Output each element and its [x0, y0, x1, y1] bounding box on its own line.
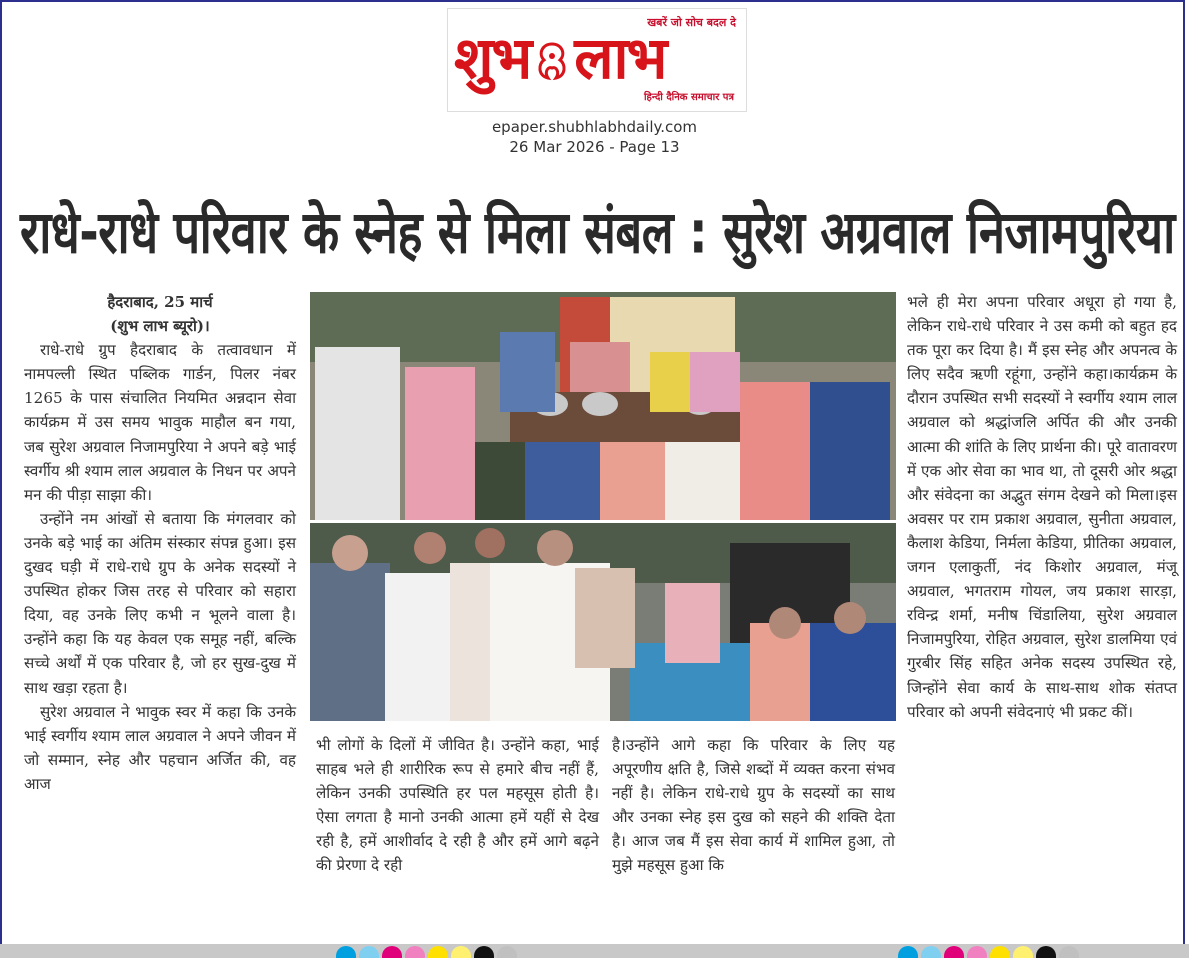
article-paragraph: भी लोगों के दिलों में जीवित है। उन्होंने कहा, भाई साहब भले ही शारीरिक रूप से हमारे बीच नहीं हैं, लेकिन उनकी उपस्थिति हर पल महसूस होती है। ऐसा लगता है मानो उनकी आत्मा हमें यहीं से देख रही है, हमें आशीर्वाद दे रही है और हमें आगे बढ़ने की प्रेरणा दे रही: [316, 736, 599, 875]
article-dateline: हैदराबाद, 25 मार्च: [107, 293, 213, 311]
article-paragraph: सुरेश अग्रवाल ने भावुक स्वर में कहा कि उनके भाई स्वर्गीय श्याम लाल अग्रवाल ने अपने जीवन में जो सम्मान, स्नेह और पहचान अर्जित की, वह आज: [24, 702, 296, 793]
edition-date-page: 26 Mar 2026 - Page 13: [509, 138, 680, 156]
masthead-logo: [447, 8, 747, 112]
event-photo-bottom: [310, 523, 896, 721]
masthead-subtitle: हिन्दी दैनिक समाचार पत्र: [643, 92, 734, 103]
article-paragraph: है।उन्होंने आगे कहा कि परिवार के लिए यह अपूरणीय क्षति है, जिसे शब्दों में व्यक्त करना संभव नहीं है। लेकिन राधे-राधे ग्रुप के सदस्यों का साथ और उनका स्नेह इस दुख को सहने की शक्ति देता है। आज जब मैं इस सेवा कार्य में शामिल हुआ, तो मुझे महसूस हुआ कि: [612, 736, 895, 875]
event-photo-top: [310, 292, 896, 520]
ganesha-icon: [532, 38, 572, 86]
article-paragraph: भले ही मेरा अपना परिवार अधूरा हो गया है, लेकिन राधे-राधे परिवार ने उस कमी को बहुत हद तक पूरा कर दिया है। मैं इस स्नेह और अपनत्व के लिए सदैव ऋणी रहूंगा, उन्होंने कहा।कार्यक्रम के दौरान उपस्थित सभी सदस्यों ने स्वर्गीय श्याम लाल अग्रवाल को श्रद्धांजलि अर्पित की और उनकी आत्मा की शांति के लिए प्रार्थना की। पूरे वातावरण में एक ओर सेवा का भाव था, तो दूसरी ओर श्रद्धा और संवेदना का अद्भुत संगम देखने को मिला।इस अवसर पर राम प्रकाश अग्रवाल, सुनीता अग्रवाल, कैलाश केडिया, निर्मला केडिया, प्रीतिका अग्रवाल, जगन एलाकुर्ती, नंद किशोर अग्रवाल, मंजू अग्रवाल, भगतराम गोयल, जय प्रकाश सारड़ा, रविन्द्र शर्मा, मनीष चिंडालिया, सुरेश अग्रवाल निजामपुरिया, रोहित अग्रवाल, सुरेश डालमिया एवं गुरबीर सिंह सहित अनेक सदस्य उपस्थित रहे, जिन्होंने सेवा कार्य के साथ-साथ शोक संतप्त परिवार को अपनी संवेदनाएं भी प्रकट कीं।: [907, 293, 1177, 721]
registration-bar: [0, 944, 1189, 958]
masthead-title-left: शुभ: [454, 24, 531, 92]
masthead-tagline: खबरें जो सोच बदल दे: [647, 16, 736, 29]
article-column-4: [907, 290, 1177, 724]
article-column-3: [612, 733, 895, 878]
article-paragraph: उन्होंने नम आंखों से बताया कि मंगलवार को उनके बड़े भाई का अंतिम संस्कार संपन्न हुआ। इस दुखद घड़ी में राधे-राधे ग्रुप के अनेक सदस्यों ने उपस्थित होकर जिस तरह से परिवार को सहारा दिया, वह उनके लिए कभी न भूलने वाला है। उन्होंने कहा कि यह केवल एक समूह नहीं, बल्कि सच्चे अर्थों में एक परिवार है, जो हर सुख-दुख में साथ खड़ा रहता है।: [24, 509, 296, 697]
article-headline: राधे-राधे परिवार के स्नेह से मिला संबल : सुरेश अग्रवाल निजामपुरिया: [20, 198, 1175, 268]
article-column-2: [316, 733, 599, 878]
edition-url: epaper.shubhlabhdaily.com: [491, 118, 698, 136]
article-paragraph: राधे-राधे ग्रुप हैदराबाद के तत्वावधान में नामपल्ली स्थित पब्लिक गार्डन, पिलर नंबर 1265 के पास संचालित नियमित अन्नदान सेवा कार्यक्रम में उस समय भावुक माहौल बन गया, जब सुरेश अग्रवाल निजामपुरिया ने अपने बड़े भाई स्वर्गीय श्री श्याम लाल अग्रवाल के निधन पर अपने मन की पीड़ा साझा की।: [24, 341, 296, 504]
article-column-1: [24, 290, 296, 796]
article-bureau: (शुभ लाभ ब्यूरो)।: [110, 317, 210, 336]
masthead-title: [454, 23, 665, 93]
masthead-title-right: लाभ: [574, 24, 666, 92]
